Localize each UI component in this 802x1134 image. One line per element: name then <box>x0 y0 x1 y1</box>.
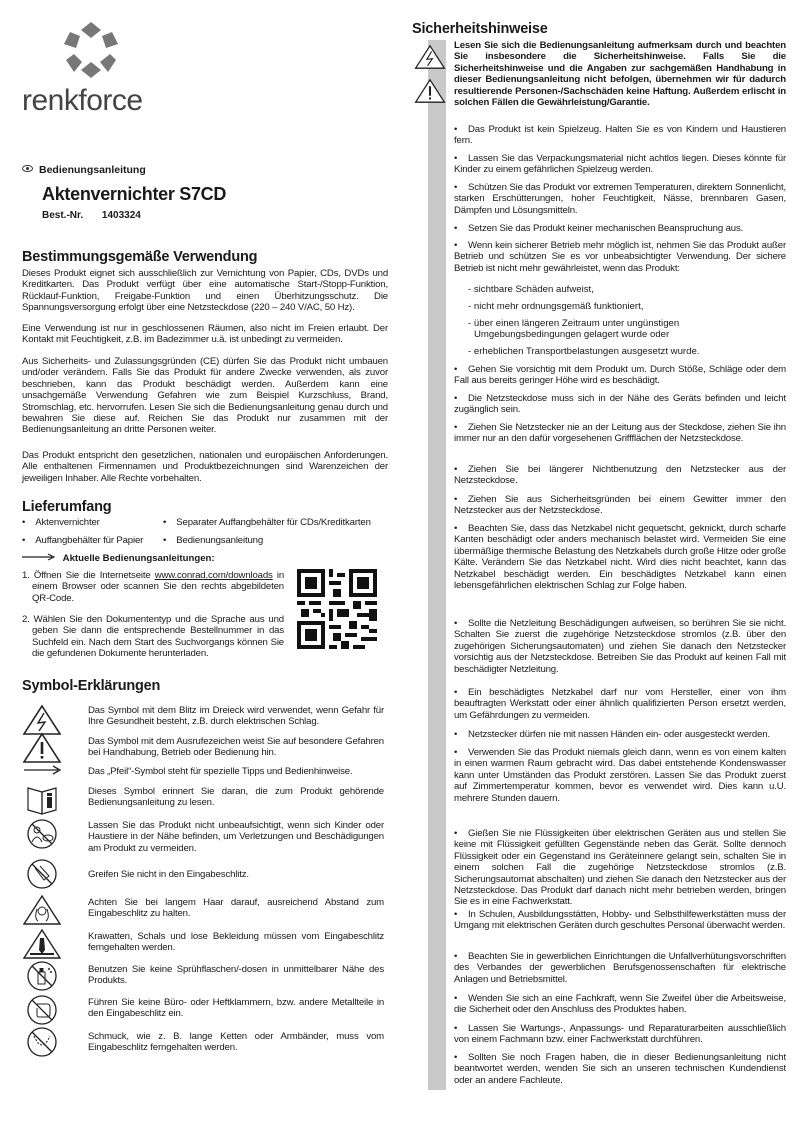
symbol-description: Das Symbol mit dem Blitz im Dreieck wird verwendet, wenn Gefahr für Ihre Gesundheit besteht, z.B. durch elektrischen Schlag. <box>88 705 384 728</box>
safety-item-text: Setzen Sie das Produkt keiner mechanischen Beanspruchung aus. <box>468 223 744 234</box>
safety-subitem: - über einen längeren Zeitraum unter ungünstigen Umgebungsbedingungen gelagert wurde oder <box>468 318 680 341</box>
safety-item-text: Das Produkt ist kein Spielzeug. Halten Sie es von Kindern und Haustieren fern. <box>454 124 786 147</box>
safety-sidebar <box>428 40 446 1090</box>
symbol-description: Führen Sie keine Büro- oder Heftklammern, bzw. andere Metallteile in den Eingabeschlitz ein. <box>88 997 384 1020</box>
symbol-description: Benutzen Sie keine Sprühflaschen/-dosen in unmittelbarer Nähe des Produkts. <box>88 964 384 987</box>
scope-item: • Bedienungsanleitung <box>163 535 264 546</box>
safety-item: • Schützen Sie das Produkt vor extremen Temperaturen, direktem Sonnenlicht, starken Erschütterungen, hoher Feuchtigkeit, Nässe, brennbaren Gasen, Dämpfen und Lösungsmitteln. <box>454 182 786 216</box>
safety-item: • Das Produkt ist kein Spielzeug. Halten Sie es von Kindern und Haustieren fern. <box>454 124 786 147</box>
safety-item: • Gehen Sie vorsichtig mit dem Produkt um. Durch Stöße, Schläge oder dem Fall aus bereits geringer Höhe wird es beschädigt. <box>454 364 786 387</box>
order-number-row <box>42 210 141 221</box>
renkforce-logo-icon <box>56 20 126 82</box>
safety-item-text: Lassen Sie das Verpackungsmaterial nicht achtlos liegen. Dieses könnte für Kinder zu einem gefährlichen Spielzeug werden. <box>454 153 786 176</box>
scope-heading: Lieferumfang <box>22 499 112 515</box>
symbol-description: Greifen Sie nicht in den Eingabeschlitz. <box>88 869 249 880</box>
symbol-description: Krawatten, Schals und lose Bekleidung müssen vom Eingabeschlitz ferngehalten werden. <box>88 931 384 954</box>
qr-code-icon <box>297 569 377 649</box>
arrow-icon <box>22 553 56 564</box>
usage-paragraph-2: Eine Verwendung ist nur in geschlossenen Räumen, also nicht im Freien erlaubt. Der Kontakt mit Feuchtigkeit, z.B. im Badezimmer u.ä. ist unbedingt zu vermeiden. <box>22 323 388 346</box>
usage-paragraph-4: Das Produkt entspricht den gesetzlichen, nationalen und europäischen Anforderungen. Alle enthaltenen Firmennamen und Produktbezeichnungen sind Warenzeichen der jeweiligen Inhaber. Alle Rechte vorbehalten. <box>22 450 388 484</box>
usage-paragraph-3: Aus Sicherheits- und Zulassungsgründen (CE) dürfen Sie das Produkt nicht umbauen und/oder verändern. Falls Sie das Produkt für andere Zwecke verwenden, als zuvor beschrieben, kann das Produkt beschädigt werden. Außerdem kann eine unsachgemäße Verwendung Gefahren wie zum Beispiel Kurzschluss, Brand, Stromschlag, etc. hervorrufen. Lesen Sie sich die Bedienungsanleitung genau durch und bewahren Sie diese auf. Reichen Sie das Produkt nur zusammen mit der Bedienungsanleitung an dritte Personen weiter. <box>22 356 388 436</box>
download-step-2: 2. Wählen Sie den Dokumententyp und die Sprache aus und geben Sie dann die entsprechende Bestellnummer in das Suchfeld ein. Nach dem Start des Suchvorgangs können Sie die gefundenen Dokumente herunterladen. <box>22 614 284 660</box>
safety-item-text: Lassen Sie Wartungs-, Anpassungs- und Reparaturarbeiten ausschließlich von einem Fachmann bzw. einer Fachwerkstatt durchführen. <box>454 1023 786 1046</box>
symbols-heading: Symbol-Erklärungen <box>22 678 161 694</box>
scope-item: • Auffangbehälter für Papier <box>22 535 144 546</box>
scope-item: • Separater Auffangbehälter für CDs/Kreditkarten <box>163 517 371 528</box>
no-metal-clips-icon <box>22 994 62 1026</box>
safety-item: • Ziehen Sie bei längerer Nichtbenutzung den Netzstecker aus der Netzsteckdose. <box>454 464 786 487</box>
safety-subitem: - erheblichen Transportbelastungen ausgesetzt wurde. <box>468 346 700 357</box>
lightning-warning-icon <box>414 42 446 72</box>
safety-item-text: Schützen Sie das Produkt vor extremen Temperaturen, direktem Sonnenlicht, starken Erschütterungen, hoher Feuchtigkeit, Nässe, brennbaren Gasen, Dämpfen und Lösungsmitteln. <box>454 182 786 216</box>
safety-item: • Lassen Sie Wartungs-, Anpassungs- und Reparaturarbeiten ausschließlich von einem Fachmann bzw. einer Fachwerkstatt durchführen. <box>454 1023 786 1046</box>
safety-item-text: Ziehen Sie aus Sicherheitsgründen bei einem Gewitter immer den Netzstecker aus der Netzsteckdose. <box>454 494 786 517</box>
symbol-description: Dieses Symbol erinnert Sie daran, die zum Produkt gehörende Bedienungsanleitung zu lesen. <box>88 786 384 809</box>
safety-item: • Wenn kein sicherer Betrieb mehr möglich ist, nehmen Sie das Produkt außer Betrieb und schützen Sie es vor unbeabsichtigter Verwendung. Der sichere Betrieb ist nicht mehr gewährleistet, wenn das Produkt: <box>454 240 786 274</box>
safety-heading: Sicherheitshinweise <box>412 21 548 37</box>
read-manual-icon <box>22 784 62 816</box>
tie-clothing-warning-icon <box>22 928 62 960</box>
download-step-1 <box>22 570 284 604</box>
safety-item-text: Ziehen Sie Netzstecker nie an der Leitung aus der Steckdose, ziehen Sie ihn immer nur an den dafür vorgesehenen Griffflächen der Netzsteckdose. <box>454 422 786 445</box>
safety-item-text: Ein beschädigtes Netzkabel darf nur vom Hersteller, einer von ihm beauftragten Werkstatt oder einer ähnlich qualifizierten Person ersetzt werden, um Gefährdungen zu vermeiden. <box>454 687 786 721</box>
scope-item-text: Separater Auffangbehälter für CDs/Kreditkarten <box>176 517 371 528</box>
safety-item-text: Sollten Sie noch Fragen haben, die in dieser Bedienungsanleitung nicht beantwortet werden, wenden Sie sich an unseren technischen Kundendienst oder an andere Fachleute. <box>454 1052 786 1086</box>
usage-paragraph-1: Dieses Produkt eignet sich ausschließlich zur Vernichtung von Papier, CDs, DVDs und Kreditkarten. Das Produkt verfügt über eine automatische Start-/Stopp-Funktion, Rücklauf-Funktion, Freigabe-Funktion und einen Überhitzungsschutz. Die Spannungsversorgung erfolgt über eine Netzsteckdose (220 – 240 V/AC, 50 Hz). <box>22 268 388 314</box>
safety-subitem: - nicht mehr ordnungsgemäß funktioniert, <box>468 301 644 312</box>
safety-item: • Gießen Sie nie Flüssigkeiten über elektrischen Geräten aus und stellen Sie keine mit Flüssigkeit gefüllten Gegenstände neben das Gerät. Sollte dennoch Flüssigkeit oder ein Gegenstand ins Geräteinnere gelangt sein, schalten Sie in einem solchen Fall die zugehörige Netzsteckdose stromlos (z.B. Sicherungsautomat abschalten) und ziehen Sie danach den Netzstecker aus der Netzsteckdose. Das Produkt darf danach nicht mehr betrieben werden, bringen Sie es in eine Fachwerkstatt. <box>454 828 786 908</box>
symbol-description: Schmuck, wie z. B. lange Ketten oder Armbänder, muss vom Eingabeschlitz ferngehalten werden. <box>88 1031 384 1054</box>
safety-item-text: Verwenden Sie das Produkt niemals gleich dann, wenn es von einem kalten in einen warmen Raum gebracht wird. Das dabei entstehende Kondenswasser kann unter Umständen das Produkt zerstören. Lassen Sie das Produkt zuerst auf Zimmertemperatur kommen, bevor es verwendet wird. Dies kann u.U. mehrere Stunden dauern. <box>454 747 786 804</box>
safety-item: • Beachten Sie, dass das Netzkabel nicht gequetscht, geknickt, durch scharfe Kanten beschädigt oder anders mechanisch belastet wird. Vermeiden Sie eine übermäßige thermische Belastung des Netzkabels durch große Hitze oder große Kälte. Verändern Sie das Netzkabel nicht. Wird dies nicht beachtet, kann das Netzkabel beschädigt werden. Ein beschädigtes Netzkabel kann einen lebensgefährlichen elektrischen Schlag zur Folge haben. <box>454 523 786 592</box>
conrad-download-link[interactable]: www.conrad.com/downloads <box>154 570 273 581</box>
manual-label-row <box>22 164 146 176</box>
safety-item: • Lassen Sie das Verpackungsmaterial nicht achtlos liegen. Dieses könnte für Kinder zu einem gefährlichen Spielzeug werden. <box>454 153 786 176</box>
safety-item: • Die Netzsteckdose muss sich in der Nähe des Geräts befinden und leicht zugänglich sein. <box>454 393 786 416</box>
symbol-description: Das „Pfeil“-Symbol steht für spezielle Tipps und Bedienhinweise. <box>88 766 353 777</box>
safety-item-text: Netzstecker dürfen nie mit nassen Händen ein- oder ausgesteckt werden. <box>468 729 770 740</box>
arrow-hint-icon <box>22 762 62 778</box>
no-spray-icon <box>22 960 62 992</box>
children-pets-prohibited-icon <box>22 818 62 850</box>
symbol-description: Achten Sie bei langem Haar darauf, ausreichend Abstand zum Eingabeschlitz zu halten. <box>88 897 384 920</box>
symbol-description: Das Symbol mit dem Ausrufezeichen weist Sie auf besondere Gefahren bei Handhabung, Betrieb oder Bedienung hin. <box>88 736 384 759</box>
safety-item: • Netzstecker dürfen nie mit nassen Händen ein- oder ausgesteckt werden. <box>454 729 770 740</box>
safety-item-text: Sollte die Netzleitung Beschädigungen aufweisen, so berühren Sie sie nicht. Schalten Sie zuerst die zugehörige Netzsteckdose stromlos (z.B. über den zugehörigen Sicherungsautomaten) und ziehen Sie danach den Netzstecker vorsichtig aus der Netzsteckdose. Betreiben Sie das Produkt auf keinen Fall mit beschädigter Netzleitung. <box>454 618 786 675</box>
scope-item-text: Aktenvernichter <box>35 517 100 528</box>
safety-item: • Wenden Sie sich an eine Fachkraft, wenn Sie Zweifel über die Arbeitsweise, die Sicherheit oder den Anschluss des Produktes haben. <box>454 993 786 1016</box>
safety-item: • Sollten Sie noch Fragen haben, die in dieser Bedienungsanleitung nicht beantwortet werden, wenden Sie sich an unseren technischen Kundendienst oder an andere Fachleute. <box>454 1052 786 1086</box>
qr-code[interactable] <box>297 569 377 649</box>
safety-item: • Ziehen Sie aus Sicherheitsgründen bei einem Gewitter immer den Netzstecker aus der Netzsteckdose. <box>454 494 786 517</box>
safety-item-text: In Schulen, Ausbildungsstätten, Hobby- und Selbsthilfewerkstätten muss der Umgang mit elektrischen Geräten durch geschultes Personal überwacht werden. <box>454 909 786 932</box>
safety-item: • Beachten Sie in gewerblichen Einrichtungen die Unfallverhütungsvorschriften des Verbandes der gewerblichen Berufsgenossenschaften für elektrische Anlagen und Betriebsmittel. <box>454 951 786 985</box>
brand-name: renkforce <box>22 84 143 117</box>
safety-item: • Verwenden Sie das Produkt niemals gleich dann, wenn es von einem kalten in einen warmen Raum gebracht wird. Das dabei entstehende Kondenswasser kann unter Umständen das Produkt zerstören. Lassen Sie das Produkt zuerst auf Zimmertemperatur kommen, bevor es verwendet wird. Dies kann u.U. mehrere Stunden dauern. <box>454 747 786 804</box>
scope-item-text: Bedienungsanleitung <box>176 535 264 546</box>
current-manuals-label: Aktuelle Bedienungsanleitungen: <box>62 553 215 565</box>
step1-text: 1. Öffnen Sie die Internetseite <box>22 570 155 581</box>
no-jewelry-icon <box>22 1026 62 1058</box>
safety-intro: Lesen Sie sich die Bedienungsanleitung aufmerksam durch und beachten Sie insbesondere die Sicherheitshinweise. Falls Sie die Sicherheitshinweise und die Angaben zur sachgemäßen Handhabung in dieser Bedienungsanleitung nicht befolgen, übernehmen wir für dadurch resultierende Personen-/Sachschäden keine Haftung. Außerdem erlischt in solchen Fällen die Gewährleistung/Garantie. <box>454 40 786 109</box>
safety-item-text: Wenn kein sicherer Betrieb mehr möglich ist, nehmen Sie das Produkt außer Betrieb und schützen Sie es vor unbeabsichtigter Verwendung. Der sichere Betrieb ist nicht mehr gewährleistet, wenn das Produkt: <box>454 240 786 274</box>
safety-item-text: Gehen Sie vorsichtig mit dem Produkt um. Durch Stöße, Schläge oder dem Fall aus bereits geringer Höhe wird es beschädigt. <box>454 364 786 387</box>
manual-label: Bedienungsanleitung <box>39 164 146 176</box>
brand-logo <box>22 20 162 120</box>
scope-item-text: Auffangbehälter für Papier <box>35 535 144 546</box>
safety-item: • In Schulen, Ausbildungsstätten, Hobby- und Selbsthilfewerkstätten muss der Umgang mit elektrischen Geräten durch geschultes Personal überwacht werden. <box>454 909 786 932</box>
safety-item-text: Beachten Sie, dass das Netzkabel nicht gequetscht, geknickt, durch scharfe Kanten beschädigt oder anders mechanisch belastet wird. Vermeiden Sie eine übermäßige thermische Belastung des Netzkabels durch große Hitze oder große Kälte. Verändern Sie das Netzkabel nicht. Wird dies nicht beachtet, kann das Netzkabel beschädigt werden. Ein beschädigtes Netzkabel kann einen lebensgefährlichen elektrischen Schlag zur Folge haben. <box>454 523 786 592</box>
safety-item-text: Beachten Sie in gewerblichen Einrichtungen die Unfallverhütungsvorschriften des Verbandes der gewerblichen Berufsgenossenschaften für elektrische Anlagen und Betriebsmittel. <box>454 951 786 985</box>
safety-item-text: Ziehen Sie bei längerer Nichtbenutzung den Netzstecker aus der Netzsteckdose. <box>454 464 786 487</box>
safety-item-text: Gießen Sie nie Flüssigkeiten über elektrischen Geräten aus und stellen Sie keine mit Flüssigkeit gefüllten Gegenstände neben das Gerät. Sollte dennoch Flüssigkeit oder ein Gegenstand ins Geräteinnere gelangt sein, schalten Sie in einem solchen Fall die zugehörige Netzsteckdose stromlos (z.B. Sicherungsautomat abschalten) und ziehen Sie danach den Netzstecker aus der Netzsteckdose. Das Produkt darf danach nicht mehr betrieben werden, bringen Sie es in eine Fachwerkstatt. <box>454 828 786 908</box>
safety-item: • Setzen Sie das Produkt keiner mechanischen Beanspruchung aus. <box>454 223 744 234</box>
safety-item: • Ein beschädigtes Netzkabel darf nur vom Hersteller, einer von ihm beauftragten Werkstatt oder einer ähnlich qualifizierten Person ersetzt werden, um Gefährdungen zu vermeiden. <box>454 687 786 721</box>
exclamation-warning-icon <box>414 76 446 106</box>
scope-item: • Aktenvernichter <box>22 517 100 528</box>
step1-text-end: in einem Browser oder scannen Sie den rechts abgebildeten QR-Code. <box>32 570 285 604</box>
product-title: Aktenvernichter S7CD <box>42 184 227 204</box>
eye-icon <box>22 165 33 172</box>
safety-item-text: Wenden Sie sich an eine Fachkraft, wenn Sie Zweifel über die Arbeitsweise, die Sicherheit oder den Anschluss des Produktes haben. <box>454 993 786 1016</box>
long-hair-warning-icon <box>22 894 62 926</box>
safety-item: • Sollte die Netzleitung Beschädigungen aufweisen, so berühren Sie sie nicht. Schalten Sie zuerst die zugehörige Netzsteckdose stromlos (z.B. über den zugehörigen Sicherungsautomaten) und ziehen Sie danach den Netzstecker vorsichtig aus der Netzsteckdose. Betreiben Sie das Produkt auf keinen Fall mit beschädigter Netzleitung. <box>454 618 786 675</box>
usage-heading: Bestimmungsgemäße Verwendung <box>22 249 258 265</box>
exclamation-warning-icon <box>22 732 62 764</box>
safety-item: • Ziehen Sie Netzstecker nie an der Leitung aus der Steckdose, ziehen Sie ihn immer nur an den dafür vorgesehenen Griffflächen der Netzsteckdose. <box>454 422 786 445</box>
current-manuals-row <box>22 553 215 564</box>
safety-subitem: - sichtbare Schäden aufweist, <box>468 284 594 295</box>
order-label: Best.-Nr. <box>42 210 84 221</box>
order-number: 1403324 <box>101 210 141 221</box>
symbol-description: Lassen Sie das Produkt nicht unbeaufsichtigt, wenn sich Kinder oder Haustiere in der Nähe befinden, um Verletzungen und Beschädigungen am Produkt zu vermeiden. <box>88 820 384 854</box>
no-hand-in-slot-icon <box>22 858 62 890</box>
safety-item-text: Die Netzsteckdose muss sich in der Nähe des Geräts befinden und leicht zugänglich sein. <box>454 393 786 416</box>
